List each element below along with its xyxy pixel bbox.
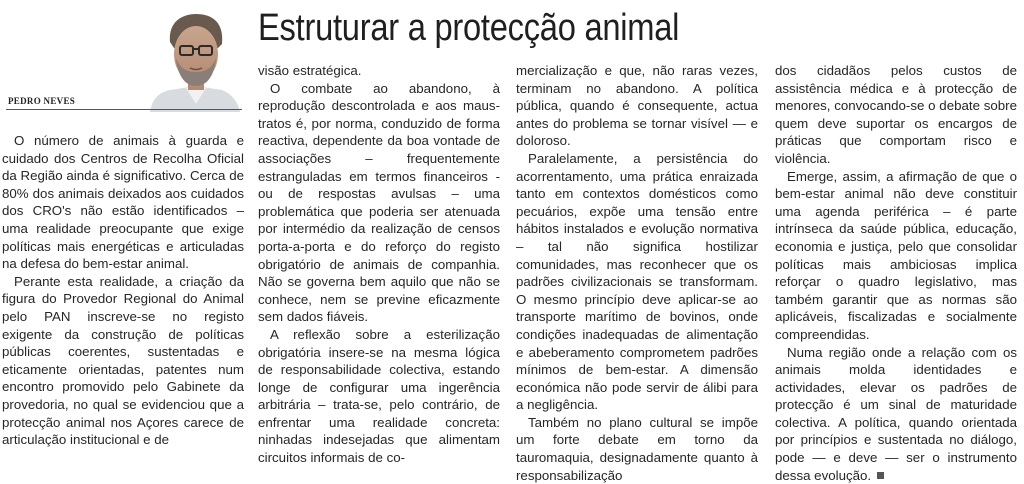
article-paragraph-text: Numa região onde a relação com os animais molda identidades e actividades, elevar os padrões de protecção é um sinal de maturidade colectiva. A política, quando orientada por princípios e sustentada no diálogo, pode — e deve — ser o instrumento dessa evolução. bbox=[775, 345, 1017, 483]
article-paragraph: Também no plano cultural se impõe um forte debate em torno da tauromaquia, designadamente quanto à responsabilização bbox=[516, 414, 758, 484]
article-paragraph: visão estratégica. bbox=[258, 62, 500, 80]
article-paragraph: Emerge, assim, a afirmação de que o bem-estar animal não deve constituir uma agenda periférica – é parte intrínseca da saúde pública, educação, economia e justiça, pelo que consolidar políticas mais ambiciosas implica reforçar o quadro legislativo, mas também garantir que as normas são aplicáveis, fiscalizadas e socialmente compreendidas. bbox=[775, 168, 1017, 344]
article-paragraph: mercialização e que, não raras vezes, terminam no abandono. A política pública, quando é consequente, actua antes do problema se tornar visível — e doloroso. bbox=[516, 62, 758, 150]
article-column-1 bbox=[2, 132, 244, 449]
article-paragraph bbox=[775, 344, 1017, 484]
author-name: PEDRO NEVES bbox=[8, 96, 79, 106]
article-paragraph: O número de animais à guarda e cuidado dos Centros de Recolha Oficial da Região ainda é significativo. Cerca de 80% dos animais deixados aos cuidados dos CRO's não estão identificados – uma realidade preocupante que exige políticas mais energéticas e articuladas na defesa do bem-estar animal. bbox=[2, 132, 244, 273]
article-paragraph: Paralelamente, a persistência do acorrentamento, uma prática enraizada tanto em contextos domésticos como pecuários, expõe uma tensão entre hábitos instalados e evolução normativa – tal não significa hostilizar comunidades, mas reconhecer que os padrões civilizacionais se transformam. O mesmo princípio deve aplicar-se ao transporte marítimo de bovinos, onde condições inadequadas de alimentação e abeberamento comprometem padrões mínimos de bem-estar. A dimensão económica não pode servir de álibi para a negligência. bbox=[516, 150, 758, 414]
article-column-4 bbox=[775, 62, 1017, 484]
article-paragraph: O combate ao abandono, à reprodução descontrolada e aos maus-tratos é, por norma, conduzido de forma reactiva, dependente da boa vontade de associações – frequentemente estranguladas em termos financeiros - ou de respostas avulsas – uma problemática que poderia ser atenuada por intermédio da realização de censos porta-a-porta e do reforço do registo obrigatório de animais de companhia. Não se governa bem aquilo que não se conhece, nem se previne eficazmente sem dados fiáveis. bbox=[258, 80, 500, 326]
article-paragraph: dos cidadãos pelos custos de assistência médica e à protecção de menores, convocando-se o debate sobre quem deve suportar os encargos de práticas que comportam risco e violência. bbox=[775, 62, 1017, 168]
author-rule bbox=[6, 109, 242, 110]
end-of-article-mark bbox=[877, 472, 884, 479]
article-headline: Estruturar a protecção animal bbox=[258, 4, 679, 52]
article-column-3 bbox=[516, 62, 758, 484]
article-paragraph: Perante esta realidade, a criação da figura do Provedor Regional do Animal pelo PAN inscreve-se no registo exigente da construção de políticas públicas coerentes, sustentadas e eticamente orientadas, patentes num encontro promovido pelo Gabinete da provedoria, no qual se evidenciou que a protecção animal nos Açores carece de articulação institucional e de bbox=[2, 273, 244, 449]
article-column-2 bbox=[258, 62, 500, 467]
article-paragraph: A reflexão sobre a esterilização obrigatória insere-se na mesma lógica de responsabilidade colectiva, estando longe de configurar uma ingerência arbitrária – trata-se, pelo contrário, de enfrentar uma realidade concreta: ninhadas indesejadas que alimentam circuitos informais de co- bbox=[258, 326, 500, 467]
